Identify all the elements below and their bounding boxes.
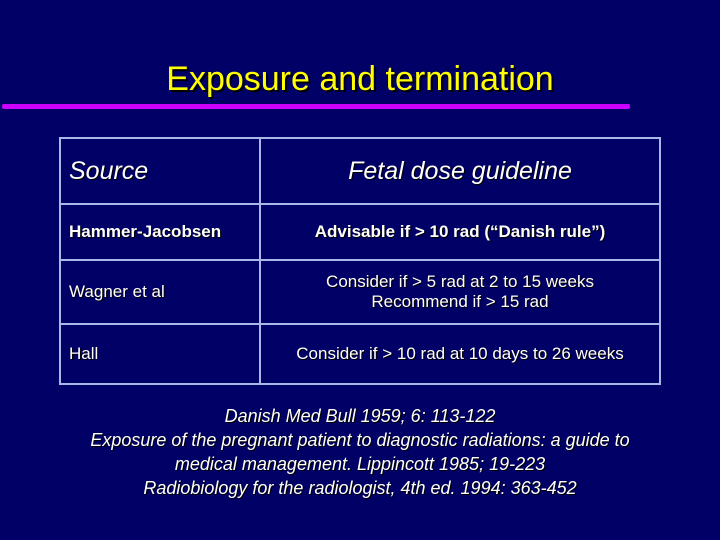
table-row [60, 260, 660, 324]
table-row [60, 204, 660, 260]
guideline-line: Recommend if > 15 rad [371, 292, 549, 311]
cell-guideline [260, 324, 660, 384]
title-underline [2, 104, 630, 109]
header-guideline: Fetal dose guideline [260, 138, 660, 204]
cell-source: Hammer-Jacobsen [60, 204, 260, 260]
guideline-line: Consider if > 5 rad at 2 to 15 weeks [326, 272, 594, 291]
reference-line: Danish Med Bull 1959; 6: 113-122 [224, 406, 496, 426]
guideline-line: Advisable if > 10 rad (“Danish rule”) [314, 222, 606, 241]
reference-line: medical management. Lippincott 1985; 19-223 [174, 454, 546, 474]
cell-guideline [260, 204, 660, 260]
references [0, 404, 720, 500]
table-row [60, 324, 660, 384]
cell-guideline [260, 260, 660, 324]
header-source: Source [60, 138, 260, 204]
cell-source: Hall [60, 324, 260, 384]
reference-line: Radiobiology for the radiologist, 4th ed. 1994: 363-452 [143, 478, 577, 498]
slide-title: Exposure and termination [166, 60, 554, 98]
table-header-row [60, 138, 660, 204]
cell-source: Wagner et al [60, 260, 260, 324]
reference-line: Exposure of the pregnant patient to diagnostic radiations: a guide to [90, 430, 630, 450]
guideline-table [59, 137, 661, 385]
guideline-line: Consider if > 10 rad at 10 days to 26 weeks [296, 344, 624, 363]
